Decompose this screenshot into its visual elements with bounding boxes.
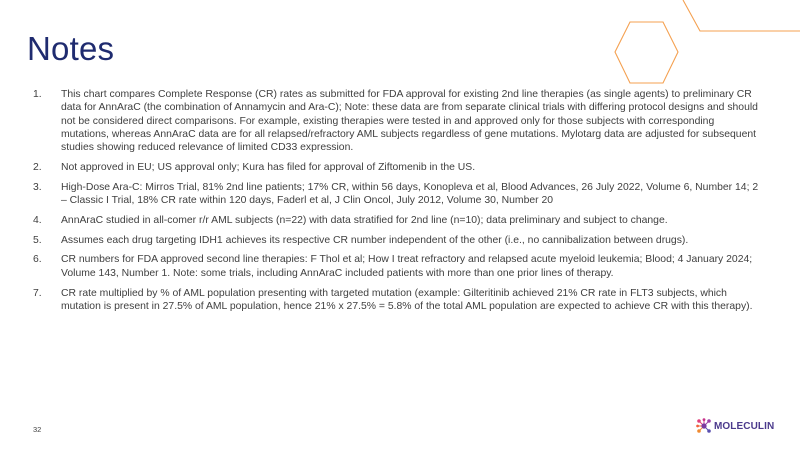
notes-list (33, 88, 763, 320)
note-number: 2. (33, 161, 42, 173)
note-item-1 (33, 88, 763, 154)
note-text: AnnAraC studied in all-comer r/r AML subjects (n=22) with data stratified for 2nd line (n=10); data preliminary and subject to change. (61, 214, 668, 226)
page-number: 32 (33, 425, 42, 434)
note-item-3 (33, 181, 763, 208)
note-item-6 (33, 253, 763, 280)
molecule-logo-icon (696, 418, 712, 434)
note-item-2 (33, 161, 763, 174)
note-item-5 (33, 234, 763, 247)
hexagon-outline-shape (615, 22, 678, 83)
note-number: 4. (33, 214, 42, 226)
note-text: CR rate multiplied by % of AML population presenting with targeted mutation (example: Gilteritinib achieved 21% CR rate in FLT3 subjects, which mutation is present in 27.5% of AML population, hence 21% x 27.5% = 5.8% of the total AML population are expected to achieve CR with this therapy). (61, 287, 753, 312)
note-text: Assumes each drug targeting IDH1 achieves its respective CR number independent of the other (i.e., no cannibalization between drugs). (61, 234, 689, 246)
note-number: 1. (33, 89, 42, 100)
note-number: 3. (33, 181, 42, 193)
note-text: CR numbers for FDA approved second line therapies: F Thol et al; How I treat refractory and relapsed acute myeloid leukemia; Blood; 4 January 2024; Volume 143, Number 1. Note: some trials, including AnnAraC included patients with more than one prior lines of therapy. (61, 254, 753, 279)
hexagon-partial-shape (683, 0, 800, 31)
note-item-7 (33, 287, 763, 314)
note-text: This chart compares Complete Response (CR) rates as submitted for FDA approval for existing 2nd line therapies (as single agents) to preliminary CR data for AnnAraC (the combination of Annamycin and Ara-C); Note: these data are from separate clinical trials with differing protocol designs and should not be considered direct comparisons. For example, existing therapies were tested in and approved only for those subjects with corresponding mutations, whereas AnnAraC data are for all relapsed/refractory AML subjects regardless of gene mutations. Mylotarg data are adjusted for subsequent studies showing reduced relevance of limited CD33 expression. (61, 89, 758, 154)
note-number: 6. (33, 254, 42, 266)
company-logo (696, 418, 774, 434)
page-title: Notes (27, 30, 115, 67)
note-text: Not approved in EU; US approval only; Kura has filed for approval of Ziftomenib in the US. (61, 161, 476, 173)
note-item-4 (33, 214, 763, 227)
note-number: 7. (33, 287, 42, 299)
note-number: 5. (33, 234, 42, 246)
logo-text: MOLECULIN (714, 420, 775, 432)
note-text: High-Dose Ara-C: Mirros Trial, 81% 2nd line patients; 17% CR, within 56 days, Konopleva et al, Blood Advances, 26 July 2022, Volume 6, Number 14; 2 – Classic I Trial, 18% CR rate within 120 days, Faderl et al, J Clin Oncol, July 2012, Volume 30, Number 20 (61, 181, 759, 207)
